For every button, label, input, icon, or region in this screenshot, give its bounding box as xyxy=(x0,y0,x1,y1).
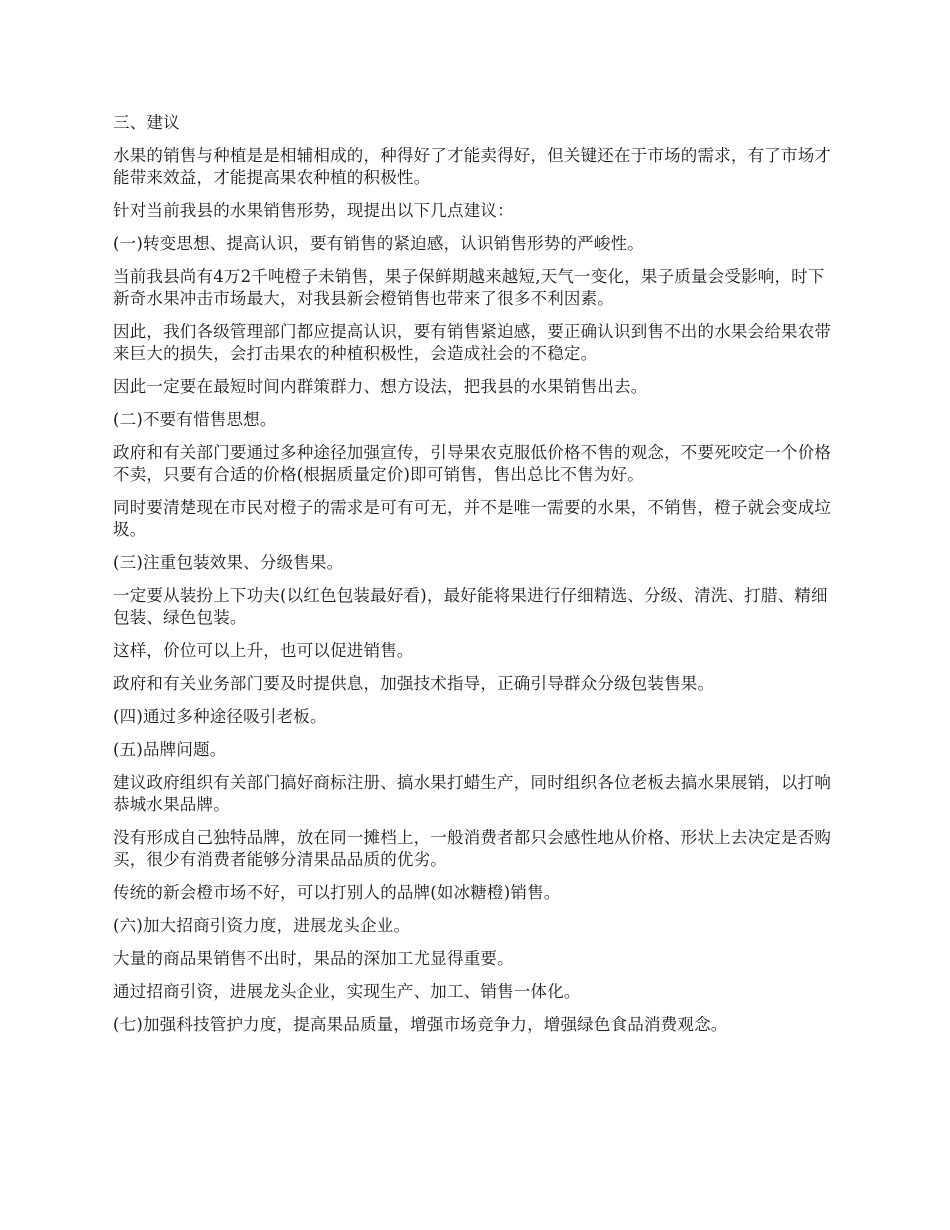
subheading: (五)品牌问题。 xyxy=(113,740,227,759)
paragraph: 政府和有关部门要通过多种途径加强宣传，引导果农克服低价格不售的观念，不要死咬定一个价格不卖，只要有合适的价格(根据质量定价)即可销售，售出总比不售为好。 xyxy=(113,443,832,484)
subheading: (一)转变思想、提高认识，要有销售的紧迫感，认识销售形势的严峻性。 xyxy=(113,234,644,253)
paragraph: 因此，我们各级管理部门都应提高认识，要有销售紧迫感，要正确认识到售不出的水果会给果农带来巨大的损失，会打击果农的种植积极性，会造成社会的不稳定。 xyxy=(113,322,832,363)
paragraph: 传统的新会橙市场不好，可以打别人的品牌(如冰糖橙)销售。 xyxy=(113,883,561,902)
paragraph: 这样，价位可以上升，也可以促进销售。 xyxy=(113,641,414,660)
paragraph: 一定要从装扮上下功夫(以红色包装最好看)，最好能将果进行仔细精选、分级、清洗、打腊、精细包装、绿色包装。 xyxy=(113,586,828,627)
paragraph: 没有形成自己独特品牌，放在同一摊档上，一般消费者都只会感性地从价格、形状上去决定是否购买，很少有消费者能够分清果品品质的优劣。 xyxy=(113,828,832,869)
paragraph: 通过招商引资，进展龙头企业，实现生产、加工、销售一体化。 xyxy=(113,982,581,1001)
subheading: (六)加大招商引资力度，进展龙头企业。 xyxy=(113,916,411,935)
subheading: (四)通过多种途径吸引老板。 xyxy=(113,707,327,726)
paragraph: 同时要清楚现在市民对橙子的需求是可有可无，并不是唯一需要的水果，不销售，橙子就会变成垃圾。 xyxy=(113,498,832,539)
section-heading: 三、建议 xyxy=(113,113,180,132)
paragraph: 大量的商品果销售不出时，果品的深加工尤显得重要。 xyxy=(113,949,514,968)
paragraph: 针对当前我县的水果销售形势，现提出以下几点建议： xyxy=(113,201,514,220)
subheading: (二)不要有惜售思想。 xyxy=(113,410,277,429)
paragraph: 当前我县尚有4万2千吨橙子未销售，果子保鲜期越来越短,天气一变化，果子质量会受影响，时下新奇水果冲击市场最大，对我县新会橙销售也带来了很多不利因素。 xyxy=(113,267,825,308)
paragraph: 政府和有关业务部门要及时提供息，加强技术指导，正确引导群众分级包装售果。 xyxy=(113,674,715,693)
paragraph: 水果的销售与种植是是相辅相成的，种得好了才能卖得好，但关键还在于市场的需求，有了市场才能带来效益，才能提高果农种植的积极性。 xyxy=(113,146,832,187)
document-body xyxy=(113,112,838,1047)
paragraph: 建议政府组织有关部门搞好商标注册、搞水果打蜡生产，同时组织各位老板去搞水果展销，以打响恭城水果品牌。 xyxy=(113,773,832,814)
subheading: (七)加强科技管护力度，提高果品质量，增强市场竞争力，增强绿色食品消费观念。 xyxy=(113,1015,728,1034)
paragraph: 因此一定要在最短时间内群策群力、想方设法，把我县的水果销售出去。 xyxy=(113,377,648,396)
subheading: (三)注重包装效果、分级售果。 xyxy=(113,553,344,572)
